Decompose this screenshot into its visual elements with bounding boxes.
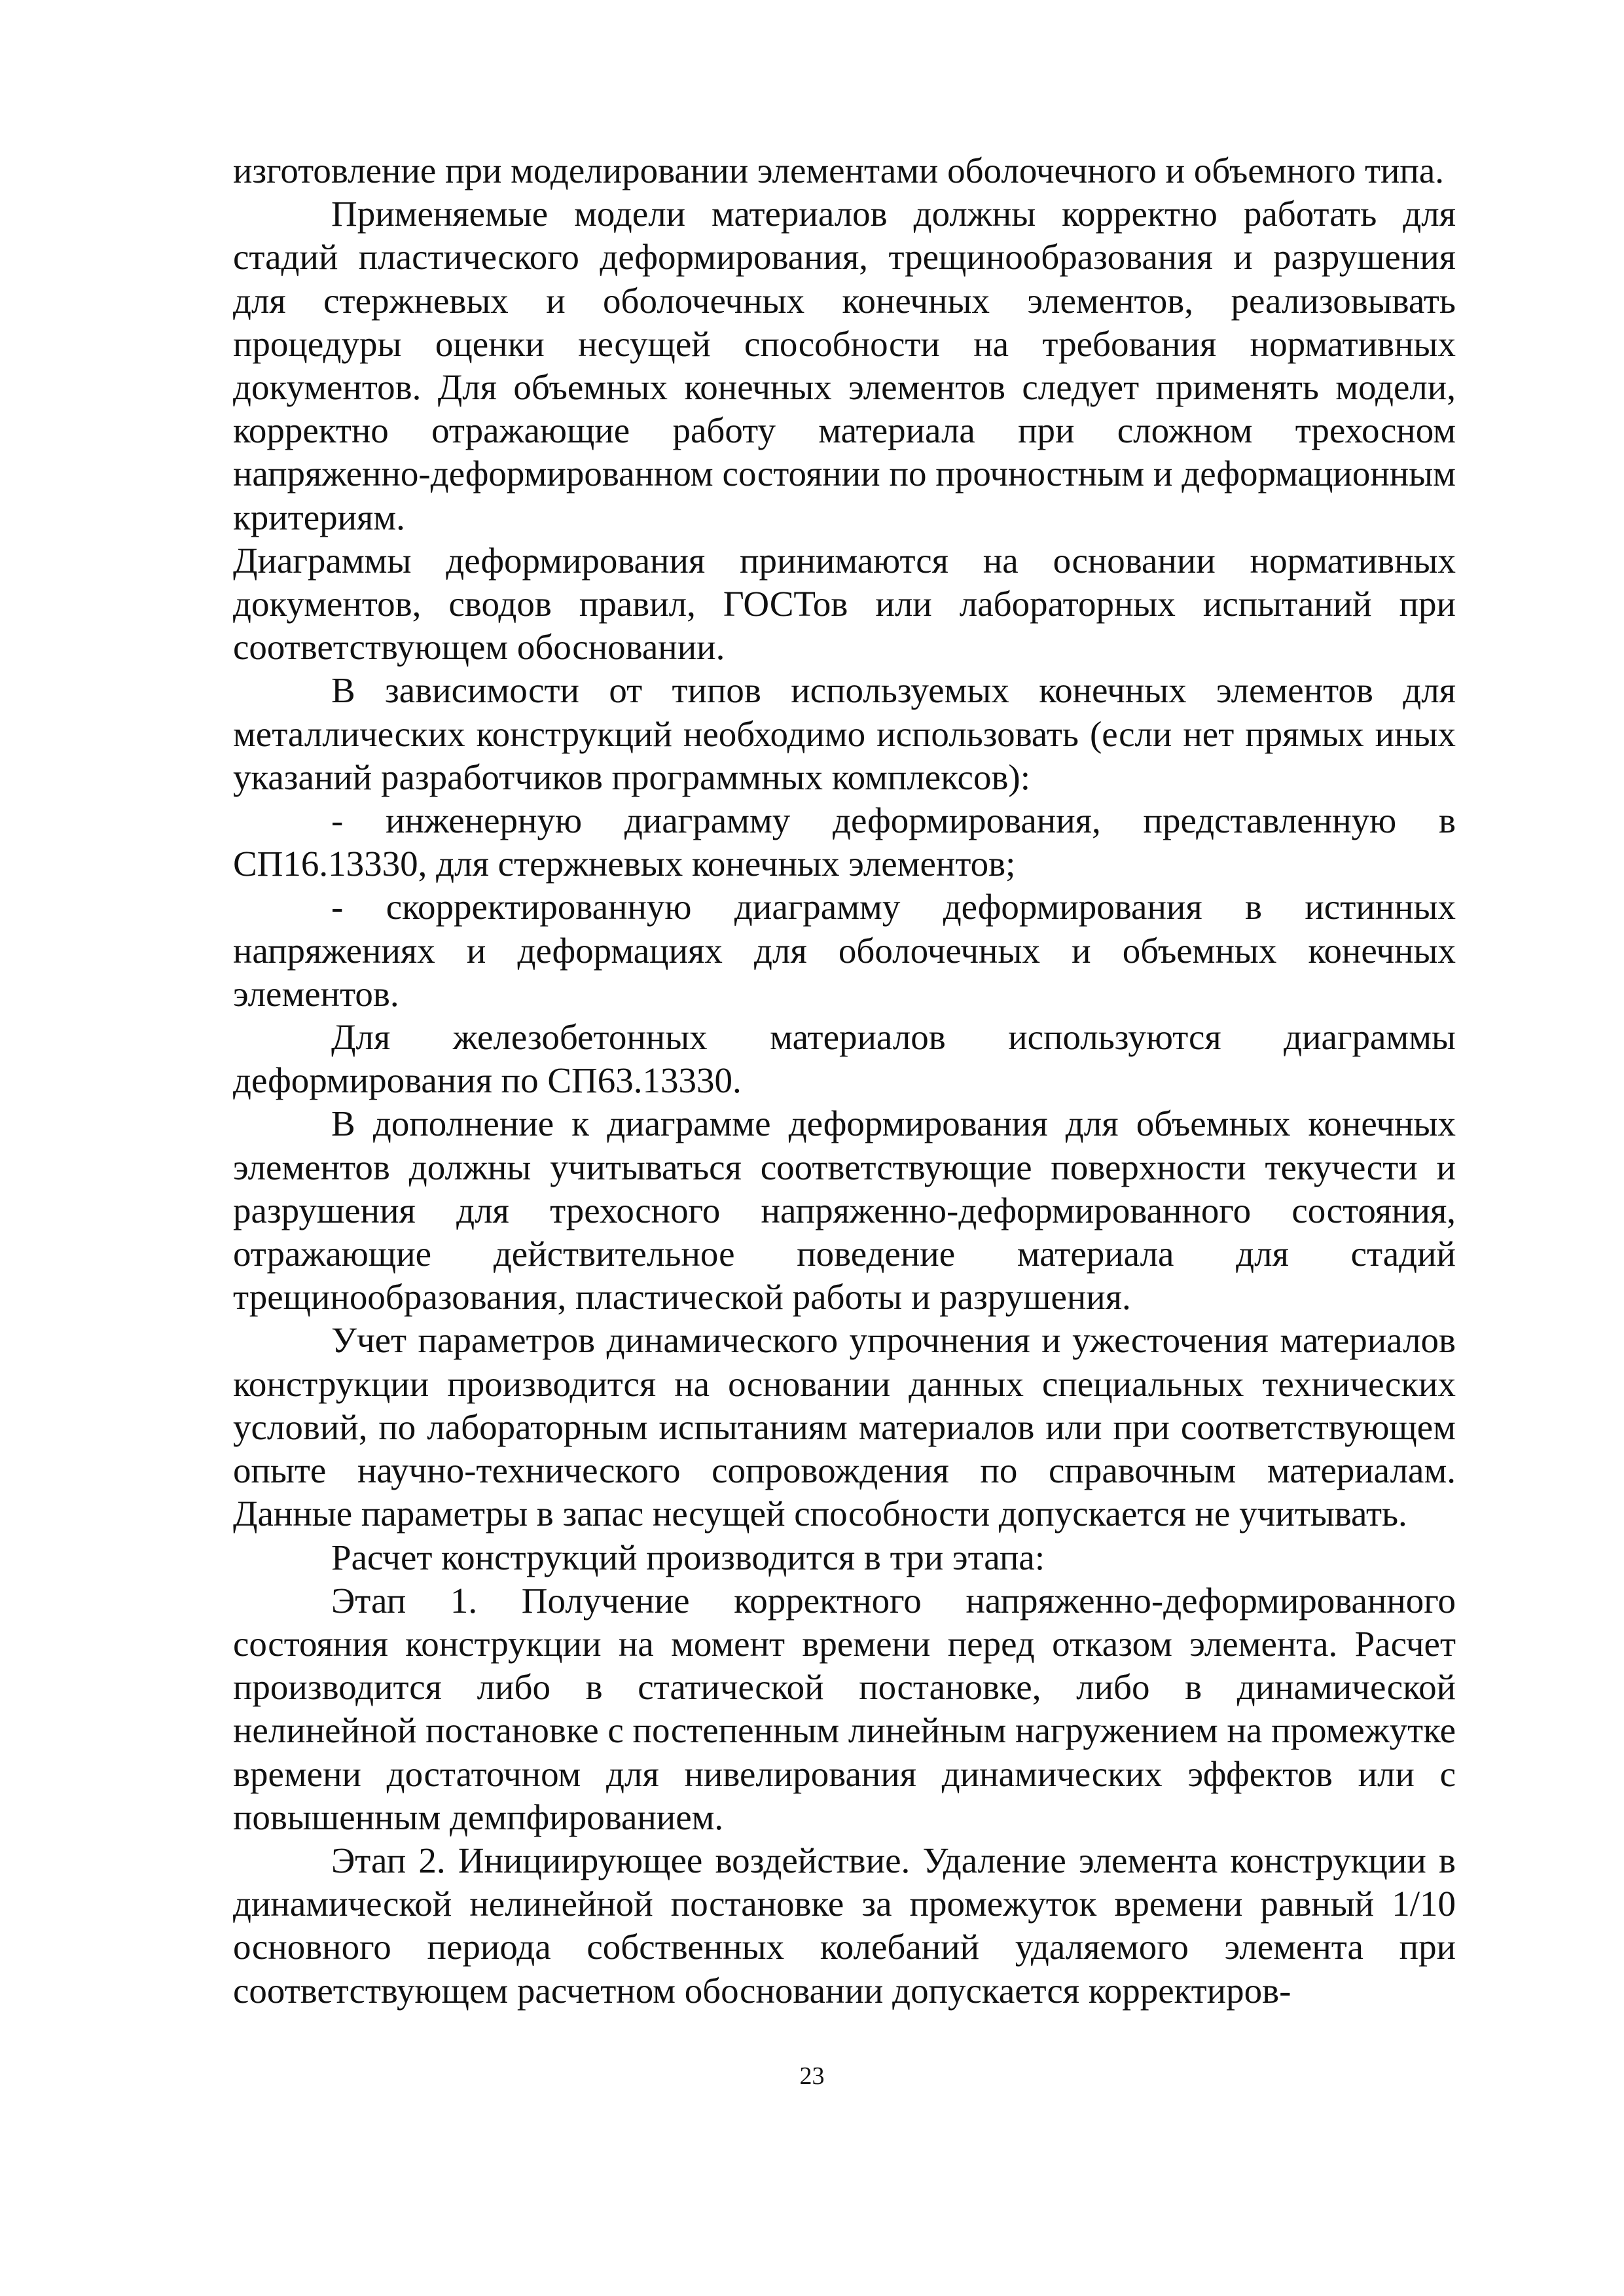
paragraph-7: Учет параметров динамического упрочнения и ужесточения материалов конструкции производится на основании данных специальных технических условий, по лабораторным испытаниям материалов или при соответствующем опыте научно-технического сопровождения по справочным материалам. Данные параметры в запас несущей способности допускается не учитывать. (233, 1320, 1456, 1534)
page-number: 23 (799, 2062, 825, 2090)
paragraph-3: Диаграммы деформирования принимаются на основании нормативных документов, сводов правил, ГОСТов или лабораторных испытаний при соответствующем обосновании. (233, 540, 1456, 668)
paragraph-2: Применяемые модели материалов должны корректно работать для стадий пластического деформирования, трещинообразования и разрушения для стержневых и оболочечных конечных элементов, реализовывать процедуры оценки несущей способности на требования нормативных документов. Для объемных конечных элементов следует применять модели, корректно отражающие работу материала при сложном трехосном напряженно-деформированном состоянии по прочностным и деформационным критериям. (233, 194, 1456, 537)
body-text (233, 149, 1456, 2013)
stage-1-paragraph: Этап 1. Получение корректного напряженно-деформированного состояния конструкции на момент времени перед отказом элемента. Расчет производится либо в статической постановке, либо в динамической нелинейной постановке с постепенным линейным нагружением на промежутке времени достаточном для нивелирования динамических эффектов или с повышенным демпфированием. (233, 1580, 1456, 1837)
paragraph-4: В зависимости от типов используемых конечных элементов для металлических конструкций необходимо использовать (если нет прямых иных указаний разработчиков программных комплексов): (233, 670, 1456, 797)
stage-2-paragraph: Этап 2. Инициирующее воздействие. Удаление элемента конструкции в динамической нелинейной постановке за промежуток времени равный 1/10 основного периода собственных колебаний удаляемого элемента при соответствующем расчетном обосновании допускается корректиров- (233, 1840, 1456, 2011)
paragraph-6: В дополнение к диаграмме деформирования для объемных конечных элементов должны учитываться соответствующие поверхности текучести и разрушения для трехосного напряженно-деформированного состояния, отражающие действительное поведение материала для стадий трещинообразования, пластической работы и разрушения. (233, 1103, 1456, 1318)
paragraph-1: изготовление при моделировании элементами оболочечного и объемного типа. (233, 151, 1445, 190)
list-item-2: - скорректированную диаграмму деформирования в истинных напряжениях и деформациях для оболочечных и объемных конечных элементов. (233, 887, 1456, 1014)
paragraph-8: Расчет конструкций производится в три этапа: (331, 1537, 1045, 1577)
list-item-1: - инженерную диаграмму деформирования, представленную в СП16.13330, для стержневых конечных элементов; (233, 800, 1456, 884)
paragraph-5: Для железобетонных материалов используются диаграммы деформирования по СП63.13330. (233, 1017, 1456, 1101)
